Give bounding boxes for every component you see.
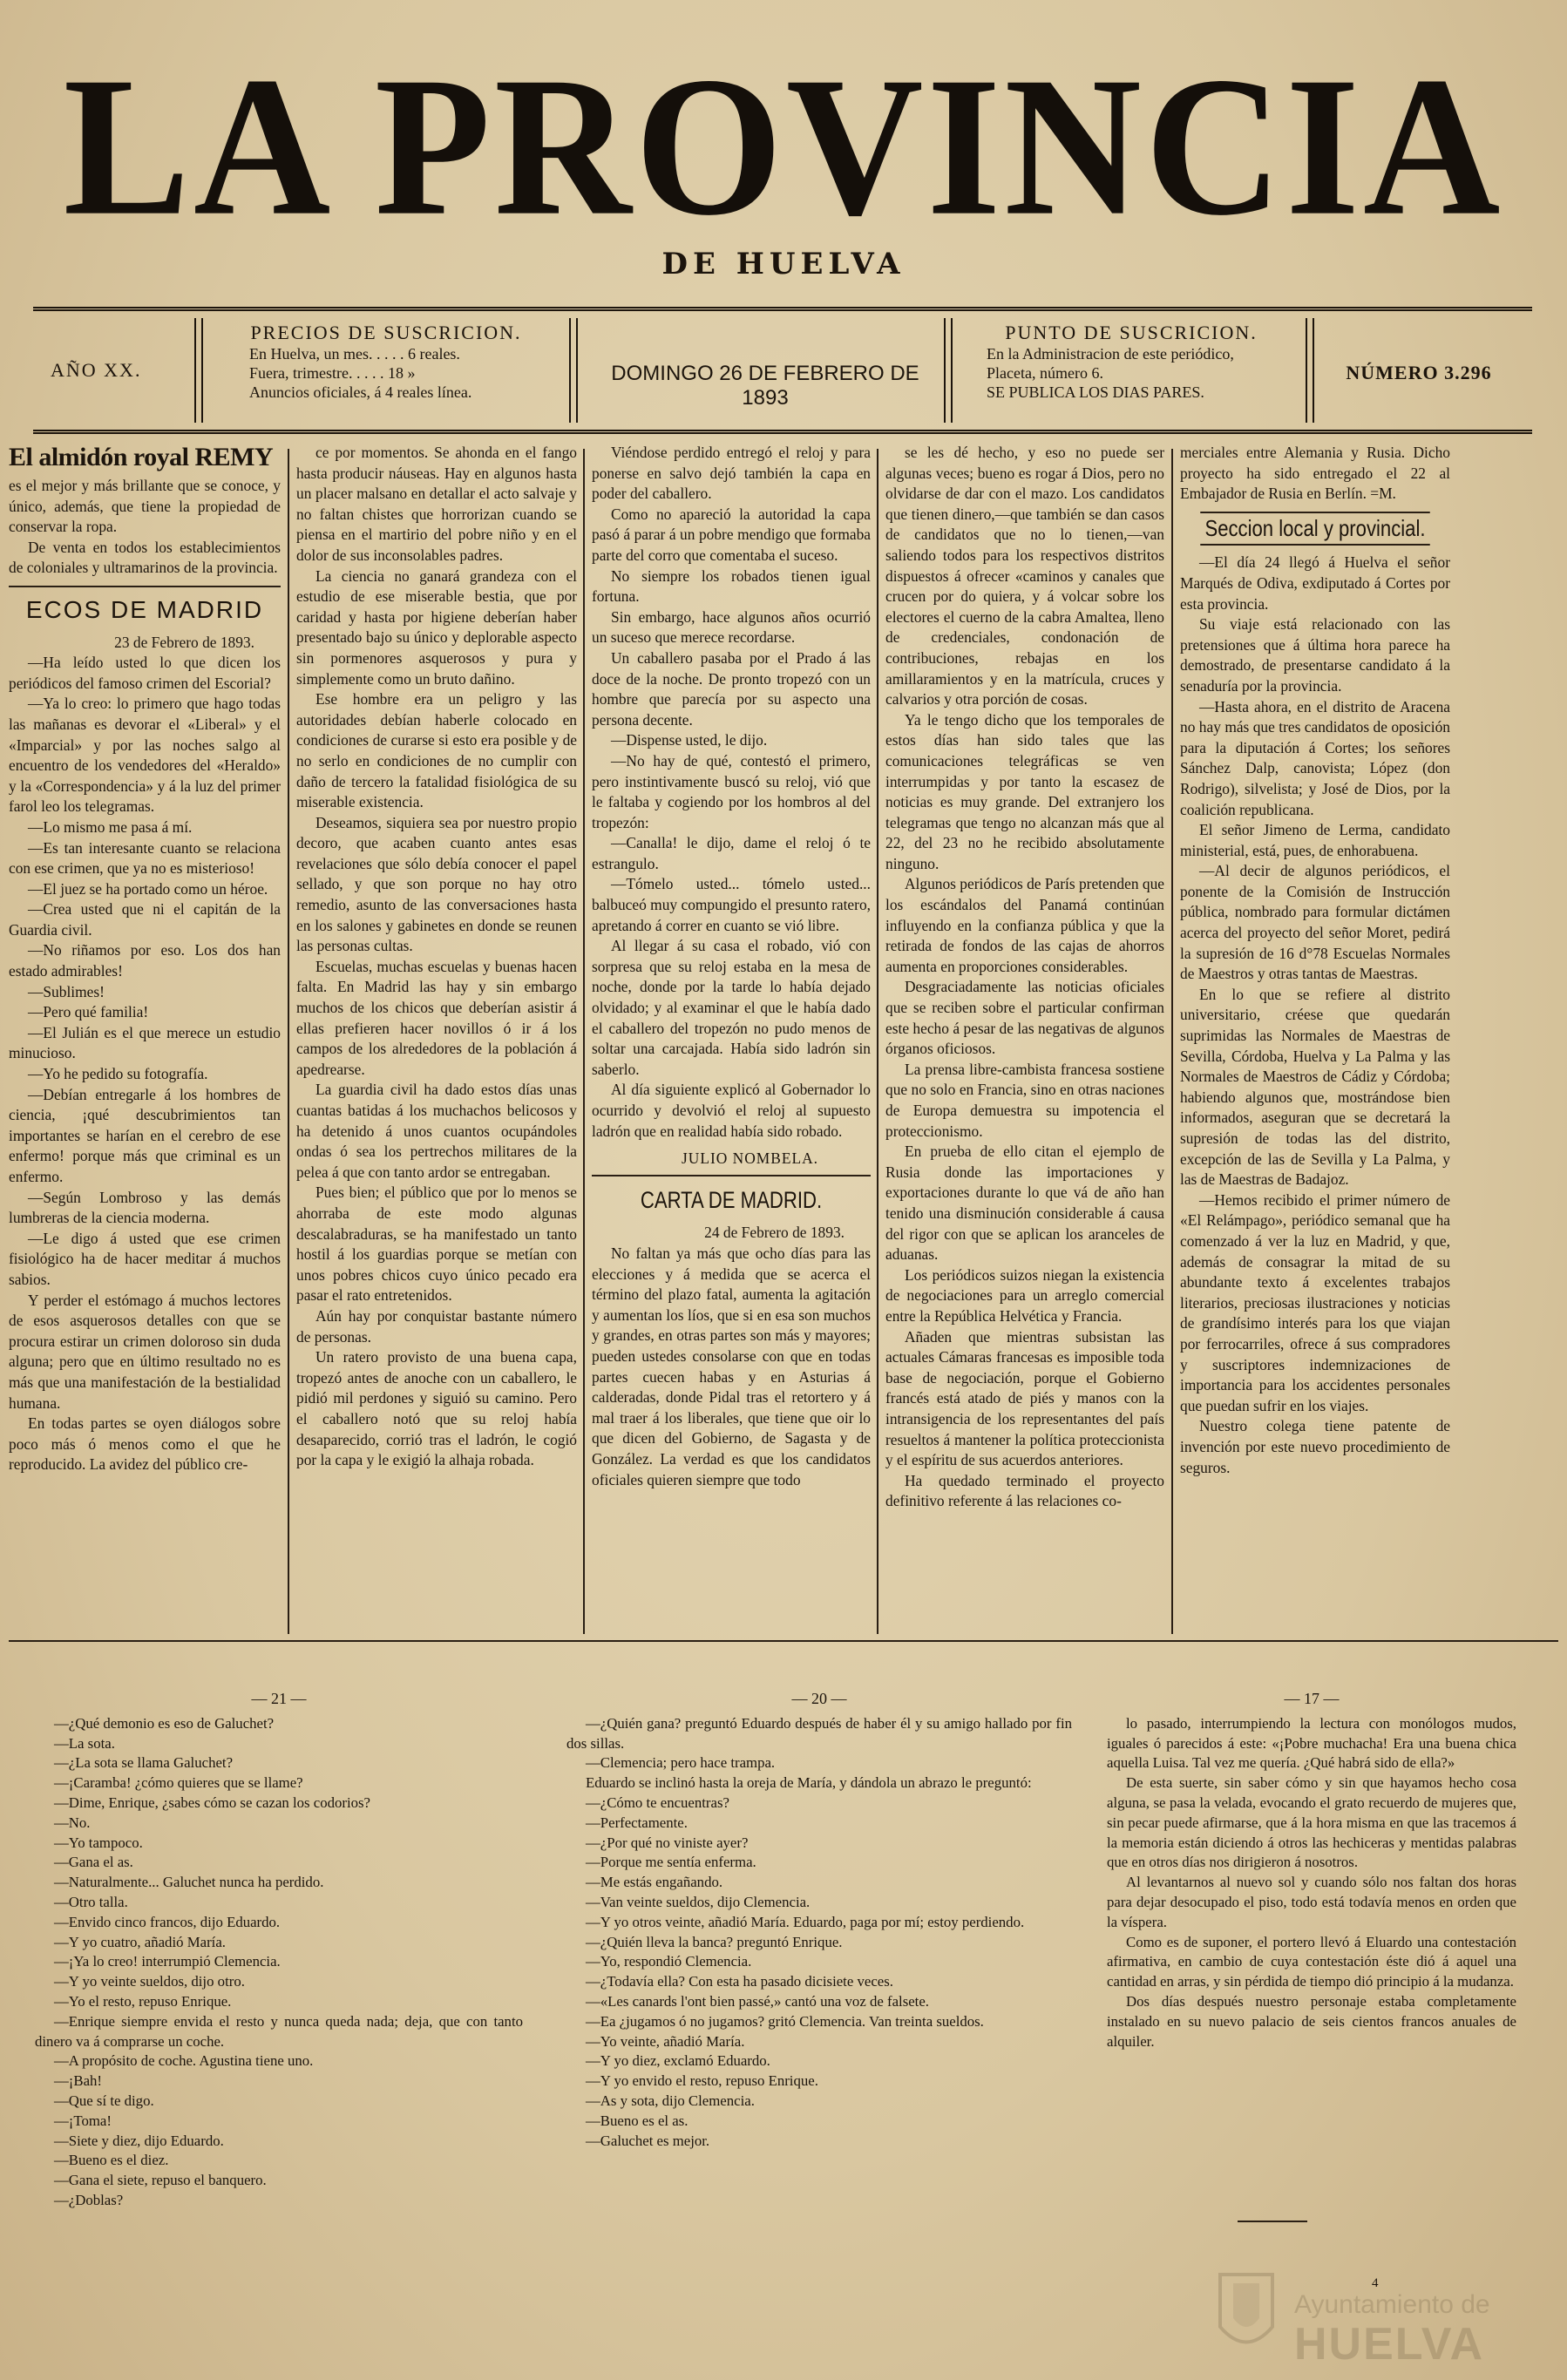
remy-ad-heading: El almidón royal REMY [9, 443, 274, 471]
point-line: En la Administracion de este periódico, [987, 345, 1234, 363]
dialogue-line: —¿Quién gana? preguntó Eduardo después de haber él y su amigo hallado por fin dos sillas. [566, 1714, 1072, 1752]
author-signature: JULIO NOMBELA. [682, 1149, 818, 1168]
dialogue-line: —Ea ¿jugamos ó no jugamos? gritó Clemencia. Van treinta sueldos. [586, 2012, 984, 2030]
paragraph: —El juez se ha portado como un héroe. [28, 879, 268, 898]
dialogue-line: —¡Bah! [54, 2072, 102, 2090]
dialogue-line: —Gana el as. [54, 1854, 133, 1871]
paragraph: —El Julián es el que merece un estudio minucioso. [9, 1023, 281, 1062]
feuilleton-page-21 [35, 1689, 523, 2211]
paragraph: —Ya lo creo: lo primero que hago todas las mañanas es devorar el «Liberal» y el «Imparcial» y por las noches salgo al encuentro de los vendedores del «Heraldo» y la «Correspondencia» y á la luz del primer farol leo los telegramas. [9, 695, 281, 816]
dialogue-line: —Y yo envido el resto, repuso Enrique. [586, 2072, 818, 2090]
paragraph: —Ha leído usted lo que dicen los periódicos del famoso crimen del Escorial? [9, 654, 281, 692]
paragraph: —Es tan interesante cuanto se relaciona con ese crimen, que ya no es misterioso! [9, 838, 281, 878]
price-line: Anuncios oficiales, á 4 reales línea. [249, 383, 472, 401]
remy-ad-text: De venta en todos los establecimientos de coloniales y ultramarinos de la provincia. [9, 538, 281, 577]
paragraph: ce por momentos. Se ahonda en el fango hasta producir náuseas. Hay en algunos hasta un placer malsano en detallar el acto salvaje y no faltan chistes que horrorizan cuando se piensa en el martirio del pobre niño y en el dolor de sus inconsolables padres. [296, 444, 577, 564]
paragraph: Como es de suponer, el portero llevó á Eluardo una contestación afirmativa, en cambio de cuya contestación éste dió á aquel una cantidad en arras, y sin pérdida de tiempo dió principio á la mudanza. [1107, 1933, 1516, 1990]
paragraph: se les dé hecho, y eso no puede ser algunas veces; bueno es rogar á Dios, pero no olvidarse de dar con el mazo. Los candidatos que tienen dinero,—que también se dan casos de candidatos que no lo tienen,—van saliendo todos para los respectivos distritos dispuestos á ofrecer «caminos y canales que crucen por do quiera, y á volcar sobre los electores el cuerno de la cabra Amaltea, lleno de credenciales, condonación de contribuciones, rebajas en los amillaramientos y en la matrícula, cruces y calvarios y otra porción de cosas. [885, 444, 1164, 709]
dialogue-line: —Naturalmente... Galuchet nunca ha perdido. [54, 1874, 324, 1891]
masthead-subtitle: DE HUELVA [661, 247, 906, 281]
carta-date: 24 de Febrero de 1893. [704, 1224, 845, 1242]
paragraph: Como no apareció la autoridad la capa pasó á parar á un pobre mendigo que formaba parte del corro que comentaba el suceso. [592, 505, 871, 564]
feuilleton-text [566, 1714, 1072, 2152]
subscription-point [957, 311, 1306, 430]
dialogue-line: —Bueno es el as. [586, 2112, 689, 2129]
section-rule [592, 1175, 871, 1176]
carta-heading: CARTA DE MADRID. [640, 1186, 823, 1213]
price-line: Fuera, trimestre. . . . . 18 » [249, 364, 416, 382]
paragraph: No siempre los robados tienen igual fortuna. [592, 566, 871, 606]
divider [569, 318, 578, 423]
paragraph: La ciencia no ganará grandeza con el estudio de ese miserable bestia, que por caridad y hasta por higiene deberían haber presentado bajo su único y deplorable aspecto sin pormenores asquerosos y pura y simplemente como un bruto dañino. [296, 566, 577, 688]
dialogue-line: —¡Caramba! ¿cómo quieres que se llame? [54, 1774, 303, 1792]
dialogue-line: —Y yo veinte sueldos, dijo otro. [54, 1973, 245, 1990]
column-rule [1171, 449, 1173, 1634]
ecos-date: 23 de Febrero de 1893. [114, 633, 254, 651]
dialogue-line: —A propósito de coche. Agustina tiene uno. [54, 2052, 314, 2070]
paragraph: —No hay de qué, contestó el primero, pero instintivamente buscó su reloj, vió que le faltaba y cogiendo por los hombros al del tropezón: [592, 751, 871, 831]
paragraph: En todas partes se oyen diálogos sobre poco más ó menos como el que he reproducido. La avidez del público cre- [9, 1414, 281, 1474]
info-bar [33, 307, 1532, 434]
paragraph: Su viaje está relacionado con las pretensiones que á última hora parece ha demostrado, de presentarse candidato á la senaduría por la provincia. [1180, 615, 1450, 695]
carta-body-continued [885, 443, 1164, 1512]
dialogue-line: —Otro talla. [54, 1893, 128, 1910]
divider [1306, 318, 1314, 423]
paragraph: La prensa libre-cambista francesa sostiene que no solo en Francia, sino en otras naciones de Europa demuestra su impotencia el proteccionismo. [885, 1060, 1164, 1140]
paragraph: —Canalla! le dijo, dame el reloj ó te estrangulo. [592, 834, 871, 872]
paragraph: Ese hombre era un peligro y las autoridades debían haberle colocado en condiciones de curarse si esto era posible y de no serlo en condiciones de no cumplir con daño de tercero la fatalidad fisiológica de su miserable existencia. [296, 690, 577, 811]
column-3 [592, 443, 871, 1637]
dialogue-line: —Gana el siete, repuso el banquero. [54, 2172, 267, 2189]
dialogue-line: —¿Qué demonio es eso de Galuchet? [54, 1714, 275, 1732]
end-rule [1238, 2221, 1307, 2222]
remy-ad-text: es el mejor y más brillante que se conoce, y único, además, que tiene la propiedad de conservar la ropa. [9, 477, 281, 536]
dialogue-line: —Me estás engañando. [586, 1874, 723, 1891]
paragraph: —Al decir de algunos periódicos, el ponente de la Comisión de Instrucción pública, nombrado para formular dictámen acerca del proyecto del señor Moret, pedirá la supresión de 16 d°78 Escuelas Normales de Maestros y otras tantas de Maestras. [1180, 862, 1450, 983]
paragraph: Viéndose perdido entregó el reloj y para ponerse en salvo dejó también la capa en poder del caballero. [592, 444, 871, 503]
feuilleton-page-20 [566, 1689, 1072, 2151]
paragraph: —Tómelo usted... tómelo usted... balbuceó muy compungido el presunto ratero, apretando á correr en cuanto se vió libre. [592, 875, 871, 934]
feuilleton-text [1107, 1714, 1516, 2052]
ecos-heading: ECOS DE MADRID [25, 595, 264, 623]
paragraph: En lo que se refiere al distrito universitario, créese que quedarán suprimidas las Normales de Maestras de Sevilla, Córdoba, Huelva y La Palma y las Normales de Maestros de Cádiz y Córdoba; habiendo algunos que, mostrándose bien informados, aseguran que se decretará la supresión de todas las del distrito, excepción de las de Sevilla y La Palma, y las de Maestras de Badajoz. [1180, 985, 1450, 1189]
ecos-body-end [592, 443, 871, 1142]
paragraph: Pues bien; el público que por lo menos se ahorraba de este modo algunas descalabraduras, se ha manifestado un tanto hostil á los guardias porque se metían con unos pobres chicos cuyo único pecado era pasar el rato entretenidos. [296, 1183, 577, 1305]
paragraph: —Hasta ahora, en el distrito de Aracena no hay más que tres candidatos de oposición para la diputación á Cortes; los señores Sánchez Dalp, canovista; López (don Rodrigo), silvelista; y José de Dios, por la coalición republicana. [1180, 697, 1450, 818]
paragraph: De esta suerte, sin saber cómo y sin que hayamos hecho cosa alguna, se pasa la velada, evocando el grato recuerdo de mujeres que, sin pecar puede afirmarse, que á la hora misma en que las tracemos á la memoria están diciendo á otros las hechiceras y mentidas palabras que en otros días nos dirigieron á nosotros. [1107, 1774, 1516, 1871]
dialogue-line: —Envido cinco francos, dijo Eduardo. [54, 1913, 281, 1930]
dialogue-line: —¿La sota se llama Galuchet? [54, 1754, 234, 1772]
dialogue-line: —¿Doblas? [54, 2191, 124, 2208]
paragraph: —No riñamos por eso. Los dos han estado admirables! [9, 941, 281, 980]
feuilleton-rule [9, 1640, 1558, 1642]
paragraph: —Lo mismo me pasa á mí. [28, 817, 193, 836]
paragraph: Sin embargo, hace algunos años ocurrió un suceso que merece recordarse. [592, 607, 871, 647]
dialogue-line: —¡Ya lo creo! interrumpió Clemencia. [54, 1953, 281, 1970]
paragraph: Desgraciadamente las noticias oficiales que se reciben sobre el particular confirman este hecho á pesar de las negativas de algunos órganos oficiosos. [885, 978, 1164, 1058]
column-4 [885, 443, 1164, 1637]
dialogue-line: —Yo el resto, repuso Enrique. [54, 1992, 232, 2010]
dialogue-line: —As y sota, dijo Clemencia. [586, 2092, 755, 2109]
feuilleton-page-number: — 21 — [251, 1690, 307, 1707]
dialogue-line: —¿Quién lleva la banca? preguntó Enrique. [586, 1933, 843, 1950]
subscription-prices [207, 311, 565, 430]
dialogue-line: Eduardo se inclinó hasta la oreja de María, y dándola un abrazo le preguntó: [586, 1774, 1032, 1792]
dialogue-line: —Porque me sentía enferma. [586, 1854, 756, 1871]
paragraph: —Crea usted que ni el capitán de la Guardia civil. [9, 900, 281, 939]
paragraph: —Le digo á usted que ese crimen fisiológico ha de hacer meditar á muchos sabios. [9, 1229, 281, 1288]
local-news-body [1180, 553, 1450, 1478]
carta-end-text: merciales entre Alemania y Rusia. Dicho proyecto ha sido entregado el 22 al Embajador de Rusia en Berlín. =M. [1180, 444, 1450, 503]
ecos-body-continued [296, 443, 577, 1471]
paragraph: —Yo he pedido su fotografía. [28, 1065, 208, 1083]
archive-watermark [1211, 2257, 1525, 2370]
paragraph: Ha quedado terminado el proyecto definitivo referente á las relaciones co- [885, 1471, 1164, 1510]
paragraph: —Debían entregarle á los hombres de ciencia, ¡qué descubrimientos tan importantes se harían en el cerebro de ese enfermo! porque más que criminal es un enfermo. [9, 1085, 281, 1185]
dialogue-line: —No. [54, 1814, 91, 1831]
carta-body [592, 1244, 871, 1490]
dialogue-line: —La sota. [54, 1734, 115, 1752]
paragraph: —Sublimes! [28, 982, 105, 1000]
paragraph: Aún hay por conquistar bastante número de personas. [296, 1306, 577, 1346]
issue-date: DOMINGO 26 DE FEBRERO DE 1893 [611, 362, 919, 410]
paragraph: En prueba de ello citan el ejemplo de Rusia donde las importaciones y exportaciones durante lo que vá de año han tenido una disminución considerable á causa del rigor con que se aplican los aranceles de aduanas. [885, 1143, 1164, 1264]
paragraph: Al levantarnos al nuevo sol y cuando sólo nos faltan dos horas para dejar desocupado el piso, todo está todavía menos en orden que la víspera. [1107, 1874, 1516, 1930]
dialogue-line: —Bueno es el diez. [54, 2152, 169, 2169]
paragraph: La guardia civil ha dado estos días unas cuantas batidas á los muchachos belicosos y ha detenido á unos cuantos ocupándoles ondas ó sea los pertrechos militares de la pelea á que con tanto ardor se entregaban. [296, 1081, 577, 1181]
prices-title: PRECIOS DE SUSCRICION. [250, 322, 522, 343]
point-line: Placeta, número 6. [987, 364, 1103, 382]
dialogue-line: —Yo tampoco. [54, 1834, 143, 1851]
page-number: 4 [1372, 2276, 1379, 2290]
point-title: PUNTO DE SUSCRICION. [1005, 322, 1258, 343]
paragraph: —Según Lombroso y las demás lumbreras de la ciencia moderna. [9, 1188, 281, 1227]
ecos-body [9, 653, 281, 1475]
paragraph: El señor Jimeno de Lerma, candidato ministerial, está, pues, de enhorabuena. [1180, 821, 1450, 859]
paragraph: Al llegar á su casa el robado, vió con sorpresa que su reloj estaba en la mesa de noche, donde por la tarde lo había dejado olvidado; y al examinar el que le había dado el caballero del tropezón no pudo menos de soltar una carcajada. Había sido ladrón sin saberlo. [592, 937, 871, 1078]
paragraph: Y perder el estómago á muchos lectores de esos asquerosos detalles con que se procura estirar un crimen doloroso sin duda alguna; pero que en último resultado no es más que una manifestación de la bestialidad humana. [9, 1291, 281, 1412]
dialogue-line: —¿Por qué no viniste ayer? [586, 1834, 749, 1851]
dialogue-line: —Galuchet es mejor. [586, 2132, 710, 2149]
dialogue-line: —Dime, Enrique, ¿sabes cómo se cazan los codorios? [54, 1793, 371, 1811]
dialogue-line: —Van veinte sueldos, dijo Clemencia. [586, 1893, 811, 1910]
paragraph: Algunos periódicos de París pretenden que los escándalos del Panamá continúan influyendo en la confianza pública y que la retirada de fondos de las cajas de ahorros aumenta en proporciones considerables. [885, 875, 1164, 975]
paragraph: Los periódicos suizos niegan la existencia de negociaciones para un arreglo comercial entre la República Helvética y Francia. [885, 1265, 1164, 1325]
paragraph: lo pasado, interrumpiendo la lectura con monólogos mudos, iguales ó parecidos á este: «¡Pobre muchacha! Era una buena chica aquella Luisa. Tal vez me quería. ¿Qué habrá sido de ella?» [1107, 1714, 1516, 1772]
paragraph: Deseamos, siquiera sea por nuestro propio decoro, que acaben cuanto antes esas revelaciones que sólo debía conocer el papel sellado, y que son porque no hay otro remedio, asunto de las conversaciones hasta en los salones y gabinetes en donde se reunen las personas cultas. [296, 813, 577, 955]
column-rule [583, 449, 585, 1634]
crest-icon [1211, 2257, 1281, 2362]
paragraph: —Dispense usted, le dijo. [611, 731, 768, 749]
dialogue-line: —«Les canards l'ont bien passé,» cantó una voz de falsete. [586, 1992, 929, 2010]
issue-number: NÚMERO 3.296 [1346, 362, 1492, 383]
paragraph: —El día 24 llegó á Huelva el señor Marqués de Odiva, exdiputado á Cortes por esta provincia. [1180, 553, 1450, 613]
dialogue-line: —Siete y diez, dijo Eduardo. [54, 2132, 224, 2149]
dialogue-line: —¿Todavía ella? Con esta ha pasado dicisiete veces. [586, 1973, 893, 1990]
local-section-heading: Seccion local y provincial. [1200, 512, 1430, 546]
paragraph: No faltan ya más que ocho días para las elecciones y á medida que se acerca el término del plazo fatal, aumenta la agitación y aumentan los líos, que si en esa son muchos y grandes, en otras partes son más y mayores; pueden ustedes consolarse con que en todas partes cuecen habas y en Asturias á calderadas, donde Pidal tras el retortero y á mal traer á los liberales, que tiene que oir lo que dicen del Gobierno, de Sagasta y de González. La verdad es que los candidatos oficiales quieren siempre que todo [592, 1244, 871, 1488]
column-rule [288, 449, 289, 1634]
dialogue-line: —Enrique siempre envida el resto y nunca queda nada; deja, que con tanto dinero va á comprarse un coche. [35, 2012, 523, 2050]
section-rule [9, 586, 281, 587]
watermark-line-2: HUELVA [1294, 2319, 1485, 2370]
feuilleton-page-number: — 17 — [1284, 1690, 1340, 1707]
dialogue-line: —Que sí te digo. [54, 2092, 154, 2109]
paragraph: Un ratero provisto de una buena capa, tropezó antes de anoche con un caballero, le pidió mil perdones y siguió su camino. Pero el caballero notó que su reloj había desaparecido, corrió tras el ladrón, le cogió por la capa y le exigió la alhaja robada. [296, 1348, 577, 1469]
paragraph: Escuelas, muchas escuelas y buenas hacen falta. En Madrid las hay y sin embargo muchos de los chicos que deberían asistir á ellas prefieren hacer novillos ó ir á los campos de los alrededores de la población á apedrearse. [296, 957, 577, 1078]
dialogue-line: —¿Cómo te encuentras? [586, 1793, 729, 1811]
dialogue-line: —Yo, respondió Clemencia. [586, 1953, 752, 1970]
divider [944, 318, 953, 423]
feuilleton-page-number: — 20 — [791, 1690, 847, 1707]
feuilleton-text [35, 1714, 523, 2211]
column-rule [877, 449, 878, 1634]
dialogue-line: —Y yo cuatro, añadió María. [54, 1933, 226, 1950]
dialogue-line: —Yo veinte, añadió María. [586, 2032, 745, 2050]
watermark-line-1: Ayuntamiento de [1294, 2290, 1490, 2319]
dialogue-line: —Clemencia; pero hace trampa. [586, 1754, 776, 1772]
column-5 [1180, 443, 1450, 1637]
point-line: SE PUBLICA LOS DIAS PARES. [987, 383, 1204, 401]
column-2 [296, 443, 577, 1637]
paragraph: —Pero qué familia! [28, 1003, 149, 1021]
column-1 [9, 443, 281, 1637]
paragraph: Ya le tengo dicho que los temporales de estos días han sido tales que las comunicaciones telegráficas se ven interrumpidas y por tanto la escasez de noticias es muy grande. Del extranjero los telegramas que tengo no alcanzan más que al 22, del 23 no he recibido absolutamente ninguno. [885, 710, 1164, 872]
year-label: AÑO XX. [51, 359, 142, 381]
feuilleton-page-17 [1107, 1689, 1516, 2051]
dialogue-line: —¡Toma! [54, 2112, 112, 2129]
dialogue-line: —Y yo diez, exclamó Eduardo. [586, 2052, 770, 2070]
dialogue-line: —Y yo otros veinte, añadió María. Eduardo, paga por mí; estoy perdiendo. [586, 1913, 1025, 1930]
paragraph: —Hemos recibido el primer número de «El Relámpago», periódico semanal que ha comenzado á ver la luz en Madrid, y que, además de consagrar la mitad de su abundante texto á excelentes trabajos literarios, preciosas ilustraciones y noticias de grandísimo interés para los que viajan por ferrocarriles, ofrece á sus compradores y suscriptores indemnizaciones de importancia para los accidentes personales que puedan sufrir en los viajes. [1180, 1190, 1450, 1414]
masthead-title: LA PROVINCIA [63, 36, 1504, 257]
paragraph: Al día siguiente explicó al Gobernador lo ocurrido y devolvió el reloj al supuesto ladrón que en realidad había sido robado. [592, 1081, 871, 1140]
paragraph: Un caballero pasaba por el Prado á las doce de la noche. De pronto tropezó con un hombre que parecía por su aspecto una persona decente. [592, 648, 871, 729]
price-line: En Huelva, un mes. . . . . 6 reales. [249, 345, 460, 363]
paragraph: Añaden que mientras subsistan las actuales Cámaras francesas es imposible toda base de negociación, porque el Gobierno francés está atado de piés y manos con la intransigencia de los representantes del país resueltos á mantener la política proteccionista y el espíritu de sus acuerdos anteriores. [885, 1327, 1164, 1469]
paragraph: Nuestro colega tiene patente de invención por este nuevo procedimiento de seguros. [1180, 1417, 1450, 1476]
divider [194, 318, 203, 423]
paragraph: Dos días después nuestro personaje estaba completamente instalado en su nuevo palacio de seis cientos francos anuales de alquiler. [1107, 1992, 1516, 2050]
dialogue-line: —Perfectamente. [586, 1814, 688, 1831]
